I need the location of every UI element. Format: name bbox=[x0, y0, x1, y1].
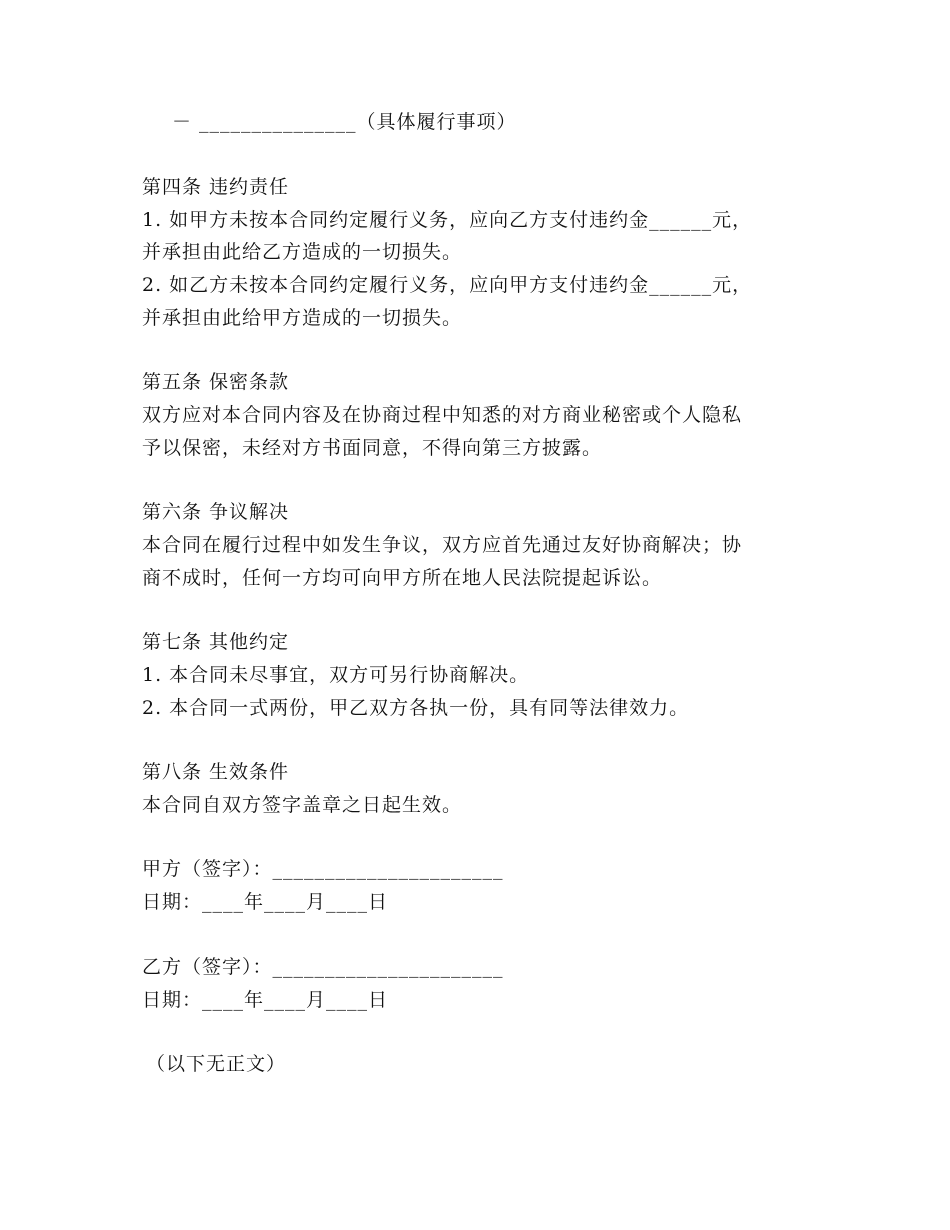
section-heading-confidentiality: 第五条 保密条款 bbox=[142, 371, 290, 393]
breach-clause-2-line-2: 并承担由此给甲方造成的一切损失。 bbox=[142, 307, 463, 329]
party-b-date-line: 日期：____年____月____日 bbox=[142, 989, 389, 1011]
confidentiality-line-2: 予以保密，未经对方书面同意，不得向第三方披露。 bbox=[142, 437, 603, 459]
section-heading-other: 第七条 其他约定 bbox=[142, 631, 290, 653]
party-b-signature-line: 乙方（签字）：______________________ bbox=[142, 956, 504, 978]
party-a-signature-line: 甲方（签字）：______________________ bbox=[142, 858, 504, 880]
effectiveness-line-1: 本合同自双方签字盖章之日起生效。 bbox=[142, 794, 463, 816]
performance-item-line: － _______________（具体履行事项） bbox=[172, 111, 517, 133]
confidentiality-line-1: 双方应对本合同内容及在协商过程中知悉的对方商业秘密或个人隐私 bbox=[142, 404, 743, 426]
dispute-line-2: 商不成时，任何一方均可向甲方所在地人民法院提起诉讼。 bbox=[142, 567, 663, 589]
no-further-text-note: （以下无正文） bbox=[146, 1053, 287, 1075]
section-heading-breach: 第四条 违约责任 bbox=[142, 176, 290, 198]
breach-clause-1-line-2: 并承担由此给乙方造成的一切损失。 bbox=[142, 241, 463, 263]
breach-clause-1-line-1: 1. 如甲方未按本合同约定履行义务，应向乙方支付违约金______元， bbox=[142, 209, 753, 231]
party-a-date-line: 日期：____年____月____日 bbox=[142, 891, 389, 913]
other-clause-2: 2. 本合同一式两份，甲乙双方各执一份，具有同等法律效力。 bbox=[142, 697, 690, 719]
breach-clause-2-line-1: 2. 如乙方未按本合同约定履行义务，应向甲方支付违约金______元， bbox=[142, 274, 753, 296]
section-heading-dispute: 第六条 争议解决 bbox=[142, 501, 290, 523]
section-heading-effectiveness: 第八条 生效条件 bbox=[142, 761, 290, 783]
dispute-line-1: 本合同在履行过程中如发生争议，双方应首先通过友好协商解决；协 bbox=[142, 534, 743, 556]
other-clause-1: 1. 本合同未尽事宜，双方可另行协商解决。 bbox=[142, 664, 530, 686]
